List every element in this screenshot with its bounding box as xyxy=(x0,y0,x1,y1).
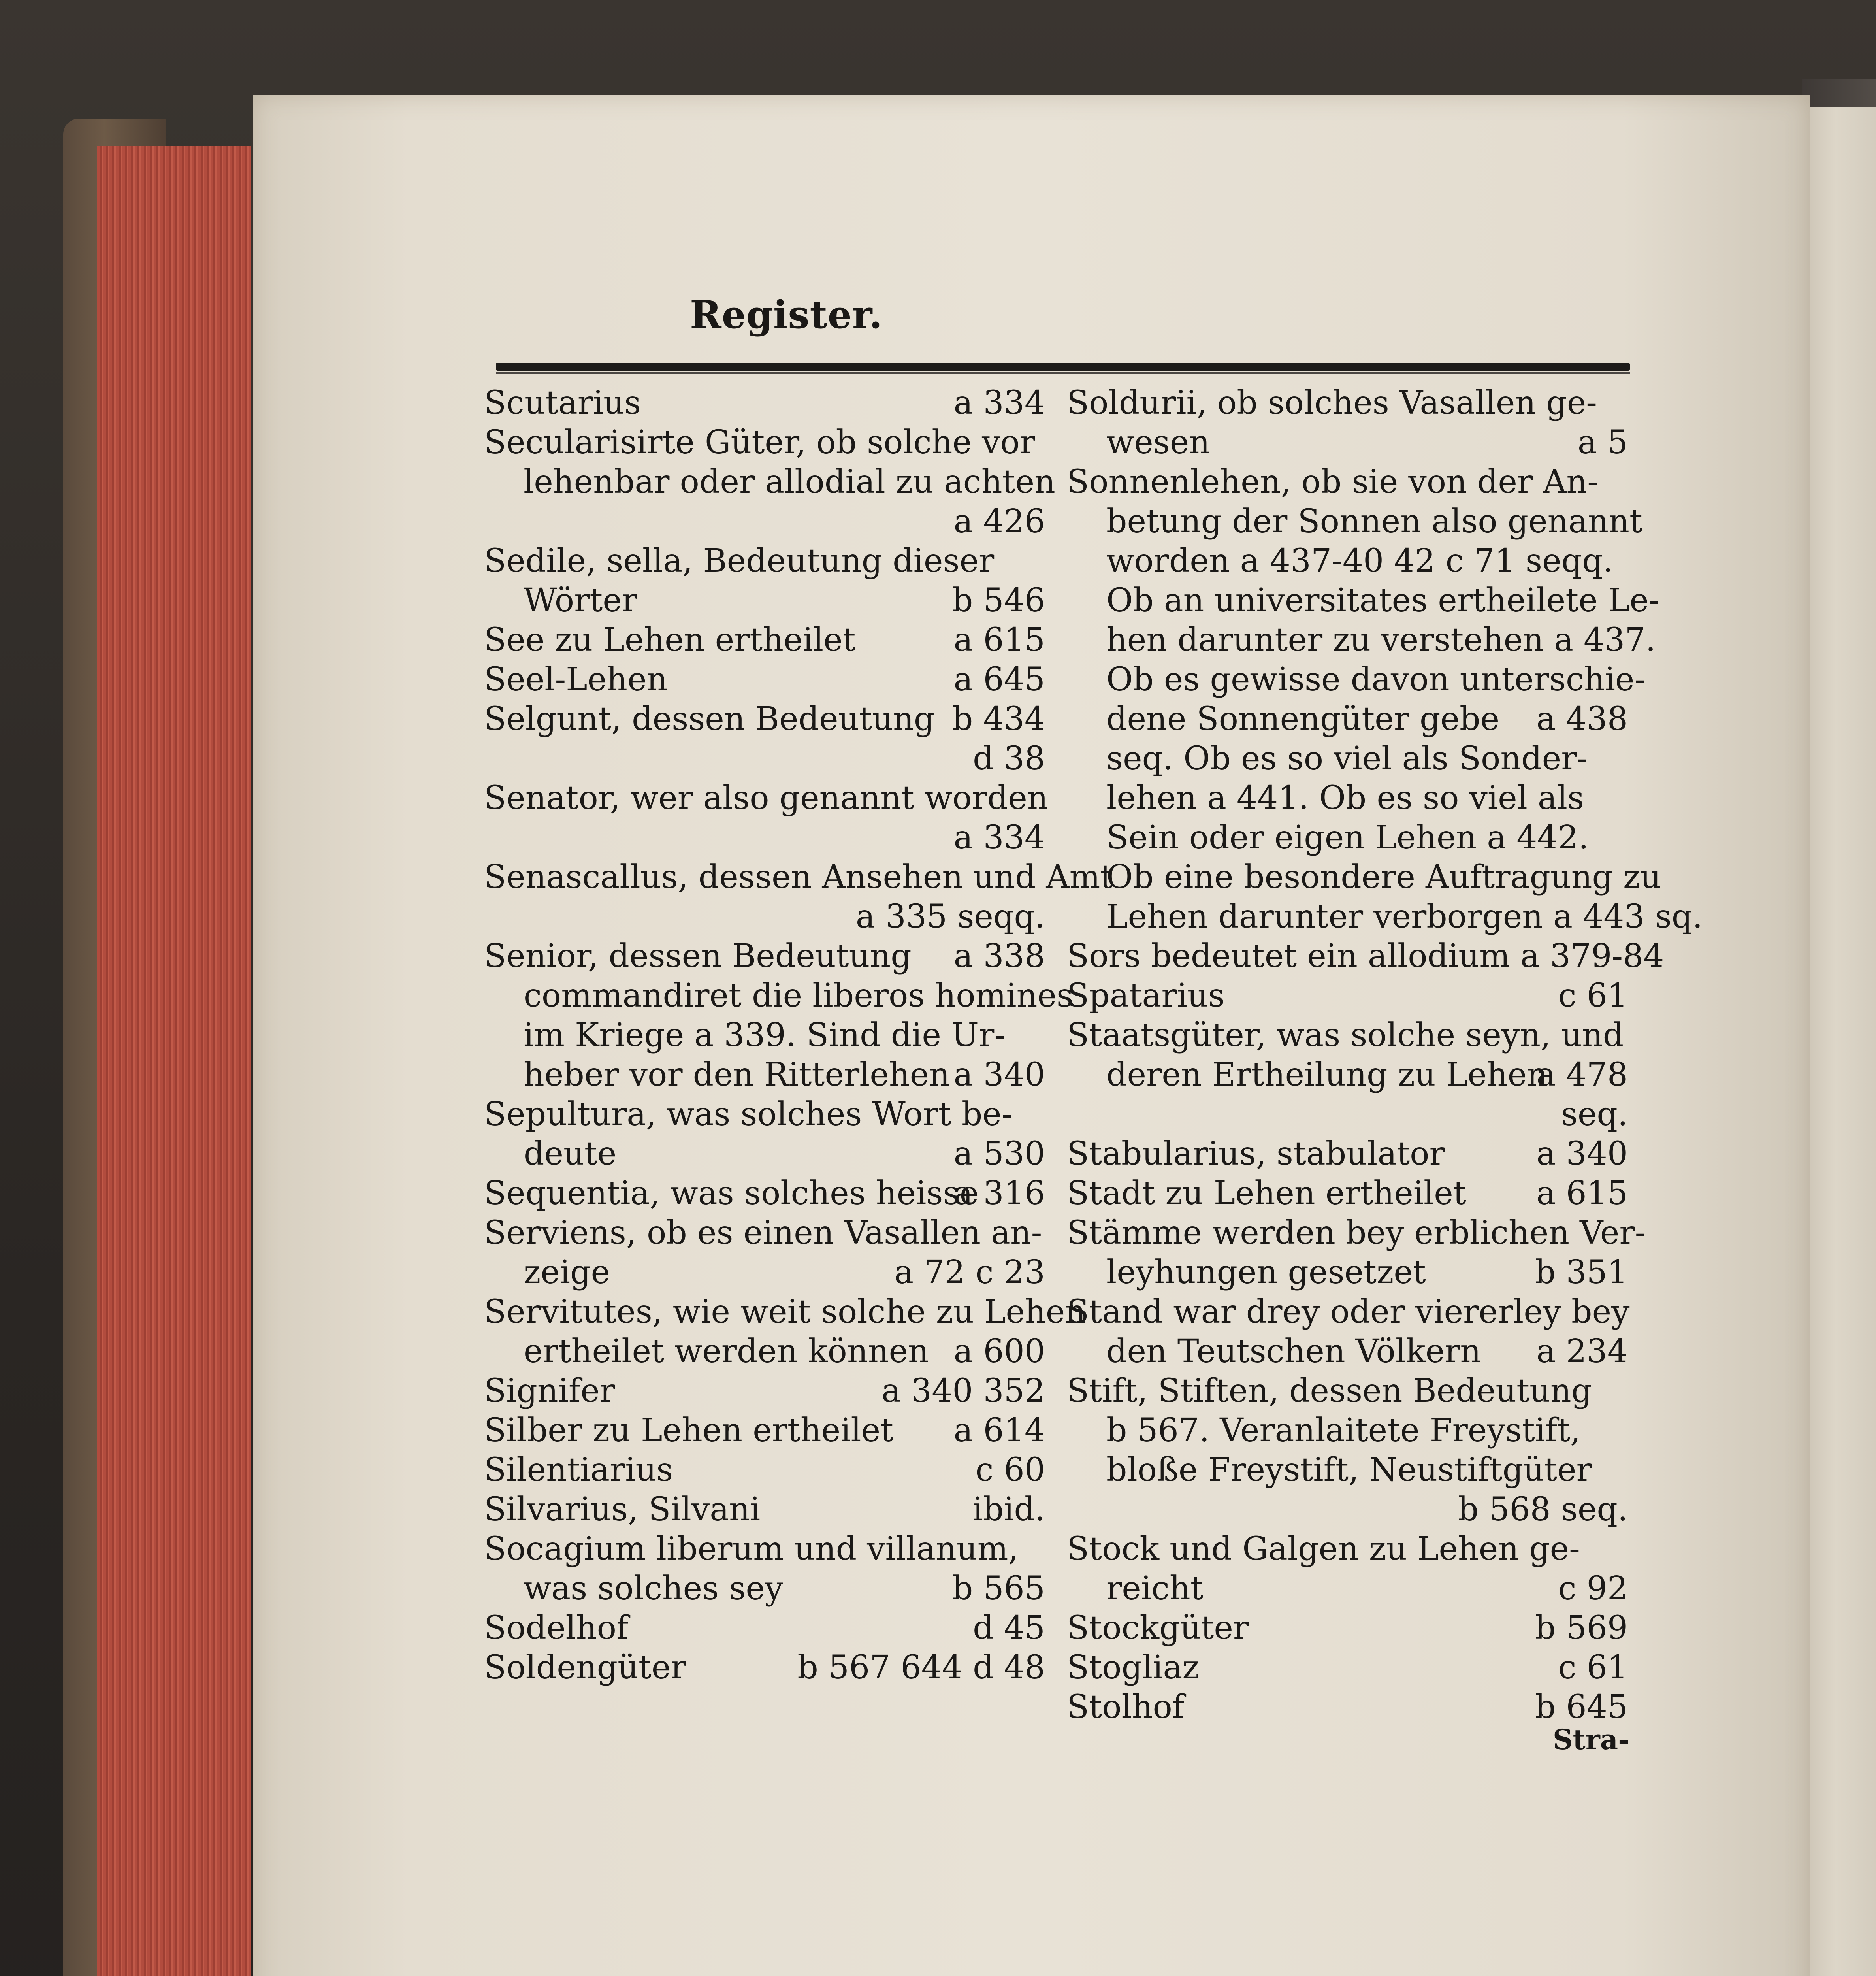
index-entry-line xyxy=(1067,1529,1628,1569)
entry-text: seq. Ob es so viel als Sonder- xyxy=(1106,740,1588,777)
index-entry-line xyxy=(1067,1490,1628,1529)
entry-text: Ob es gewisse davon unterschie- xyxy=(1106,661,1646,698)
index-entry-line xyxy=(1067,897,1703,937)
entry-text: Stogliaz xyxy=(1067,1649,1200,1686)
entry-text: betung der Sonnen also genannt xyxy=(1106,503,1642,540)
entry-text: lehen a 441. Ob es so viel als xyxy=(1106,779,1584,817)
entry-text: Senior, dessen Bedeutung xyxy=(484,937,912,975)
page-edges xyxy=(97,146,251,1976)
index-entry-line xyxy=(484,818,1045,858)
entry-page-ref: b 546 xyxy=(952,582,1045,619)
index-entry-line xyxy=(1067,1648,1628,1688)
entry-text: zeige xyxy=(524,1254,610,1291)
index-entry-line xyxy=(1067,581,1660,620)
index-entry-line xyxy=(1067,1213,1646,1253)
entry-text: den Teutschen Völkern xyxy=(1106,1333,1481,1370)
entry-text: wesen xyxy=(1106,424,1210,461)
entry-page-ref: a 234 xyxy=(1536,1333,1628,1370)
entry-text: leyhungen gesetzet xyxy=(1106,1254,1426,1291)
entry-page-ref: a 615 xyxy=(953,621,1045,659)
index-entry-line xyxy=(1067,423,1628,462)
entry-page-ref: c 61 xyxy=(1558,977,1628,1014)
index-entry-line xyxy=(1067,1411,1628,1450)
entry-page-ref: a 5 xyxy=(1577,424,1628,461)
index-entry-line xyxy=(484,779,1048,818)
entry-page-ref: b 645 xyxy=(1535,1688,1628,1726)
index-entry-line xyxy=(1067,541,1628,581)
index-entry-line xyxy=(1067,1134,1628,1174)
index-entry-line xyxy=(484,937,1045,976)
entry-text: Silber zu Lehen ertheilet xyxy=(484,1412,894,1449)
index-entry-line xyxy=(1067,779,1628,818)
index-entry-line xyxy=(484,1055,1045,1095)
index-entry-line xyxy=(1067,660,1646,700)
entry-text: Soldurii, ob solches Vasallen ge- xyxy=(1067,384,1597,422)
index-entry-line xyxy=(484,620,1045,660)
index-entry-line xyxy=(484,1529,1045,1569)
entry-page-ref: b 568 seq. xyxy=(1458,1491,1628,1528)
index-entry-line xyxy=(1067,1450,1628,1490)
entry-text: Stand war drey oder viererley bey xyxy=(1067,1293,1630,1331)
entry-text: Soldengüter xyxy=(484,1649,686,1686)
index-entry-line xyxy=(484,1174,1045,1213)
index-entry-line xyxy=(1067,1608,1628,1648)
entry-text: Stockgüter xyxy=(1067,1609,1249,1647)
entry-text: Scutarius xyxy=(484,384,641,422)
entry-page-ref: c 92 xyxy=(1558,1570,1628,1607)
index-entry-line xyxy=(484,1332,1045,1371)
catchword: Stra- xyxy=(1553,1723,1630,1756)
entry-text: Seel-Lehen xyxy=(484,661,668,698)
entry-text: Sors bedeutet ein allodium a 379-84 xyxy=(1067,937,1664,975)
page-header: Register. xyxy=(689,292,883,337)
entry-text: Stock und Galgen zu Lehen ge- xyxy=(1067,1530,1580,1568)
index-entry-line xyxy=(484,423,1045,462)
index-entry-line xyxy=(484,1292,1086,1332)
entry-page-ref: a 438 xyxy=(1536,700,1628,738)
entry-text: Servitutes, wie weit solche zu Lehen xyxy=(484,1293,1086,1331)
index-entry-line xyxy=(1067,976,1628,1016)
index-entry-line xyxy=(484,1371,1045,1411)
index-entry-line xyxy=(1067,700,1628,739)
index-entry-line xyxy=(484,660,1045,700)
index-entry-line xyxy=(484,383,1045,423)
index-entry-line xyxy=(484,739,1045,779)
entry-text: ertheilet werden können xyxy=(524,1333,929,1370)
entry-text: Selgunt, dessen Bedeutung xyxy=(484,700,935,738)
index-entry-line xyxy=(484,502,1045,541)
entry-text: Wörter xyxy=(524,582,637,619)
entry-text: Sequentia, was solches heisse xyxy=(484,1175,979,1212)
entry-text: Secularisirte Güter, ob solche vor xyxy=(484,424,1035,461)
entry-text: hen darunter zu verstehen a 437. xyxy=(1106,621,1656,659)
entry-page-ref: a 530 xyxy=(953,1135,1045,1173)
index-entry-line xyxy=(1067,858,1661,897)
index-entry-line xyxy=(1067,383,1628,423)
index-entry-line xyxy=(484,1213,1045,1253)
index-entry-line xyxy=(484,976,1074,1016)
entry-text: Sonnenlehen, ob sie von der An- xyxy=(1067,463,1598,501)
entry-text: Serviens, ob es einen Vasallen an- xyxy=(484,1214,1042,1252)
index-entry-line xyxy=(1067,1371,1628,1411)
index-entry-line xyxy=(484,462,1055,502)
entry-text: lehenbar oder allodial zu achten xyxy=(524,463,1055,501)
index-entry-line xyxy=(1067,818,1628,858)
entry-text: Senascallus, dessen Ansehen und Amt xyxy=(484,858,1113,896)
index-entry-line xyxy=(484,1016,1045,1055)
entry-page-ref: a 335 seqq. xyxy=(855,898,1045,935)
entry-page-ref: b 434 xyxy=(952,700,1045,738)
entry-page-ref: a 340 xyxy=(1536,1135,1628,1173)
entry-page-ref: a 645 xyxy=(953,661,1045,698)
entry-text: Senator, wer also genannt worden xyxy=(484,779,1048,817)
index-entry-line xyxy=(484,1253,1045,1292)
entry-text: deute xyxy=(524,1135,617,1173)
index-entry-line xyxy=(484,897,1045,937)
entry-page-ref: a 600 xyxy=(953,1333,1045,1370)
index-entry-line xyxy=(484,858,1113,897)
entry-text: im Kriege a 339. Sind die Ur- xyxy=(524,1016,1006,1054)
entry-page-ref: a 615 xyxy=(1536,1175,1628,1212)
entry-text: Stämme werden bey erblichen Ver- xyxy=(1067,1214,1646,1252)
index-entry-line xyxy=(1067,1095,1628,1134)
entry-text: reicht xyxy=(1106,1570,1204,1607)
entry-page-ref: a 338 xyxy=(953,937,1045,975)
entry-text: Ob eine besondere Auftragung zu xyxy=(1106,858,1661,896)
entry-text: Sodelhof xyxy=(484,1609,629,1647)
entry-text: heber vor den Ritterlehen xyxy=(524,1056,950,1094)
entry-page-ref: a 614 xyxy=(953,1412,1045,1449)
entry-text: Socagium liberum und villanum, xyxy=(484,1530,1019,1568)
index-entry-line xyxy=(484,1134,1045,1174)
index-entry-line xyxy=(484,1411,1045,1450)
entry-page-ref: b 565 xyxy=(952,1570,1045,1607)
index-entry-line xyxy=(1067,462,1628,502)
entry-page-ref: c 61 xyxy=(1558,1649,1628,1686)
index-entry-line xyxy=(484,541,1045,581)
entry-page-ref: a 334 xyxy=(953,819,1045,856)
entry-page-ref: a 316 xyxy=(953,1175,1045,1212)
entry-page-ref: a 426 xyxy=(953,503,1045,540)
entry-text: deren Ertheilung zu Lehen xyxy=(1106,1056,1548,1094)
entry-page-ref: b 351 xyxy=(1535,1254,1628,1291)
index-entry-line xyxy=(1067,620,1656,660)
entry-text: Sedile, sella, Bedeutung dieser xyxy=(484,542,995,580)
entry-page-ref: d 45 xyxy=(973,1609,1045,1647)
index-entry-line xyxy=(1067,1253,1628,1292)
entry-page-ref: d 38 xyxy=(973,740,1045,777)
entry-text: Silvarius, Silvani xyxy=(484,1491,761,1528)
entry-text: Silentiarius xyxy=(484,1451,673,1489)
entry-text: worden a 437-40 42 c 71 seqq. xyxy=(1106,542,1613,580)
entry-page-ref: b 569 xyxy=(1535,1609,1628,1647)
entry-text: commandiret die liberos homines xyxy=(524,977,1074,1014)
entry-text: Signifer xyxy=(484,1372,616,1410)
entry-text: Spatarius xyxy=(1067,977,1225,1014)
index-entry-line xyxy=(1067,1688,1628,1727)
entry-page-ref: a 340 352 xyxy=(881,1372,1045,1410)
index-entry-line xyxy=(484,1648,1045,1688)
index-entry-line xyxy=(1067,1174,1628,1213)
entry-text: Sein oder eigen Lehen a 442. xyxy=(1106,819,1589,856)
index-entry-line xyxy=(484,1608,1045,1648)
entry-page-ref: a 340 xyxy=(953,1056,1045,1094)
entry-text: Lehen darunter verborgen a 443 sq. xyxy=(1106,898,1703,935)
index-entry-line xyxy=(1067,502,1642,541)
entry-page-ref: b 567 644 d 48 xyxy=(797,1649,1045,1686)
index-entry-line xyxy=(1067,1569,1628,1608)
index-entry-line xyxy=(1067,739,1628,779)
entry-page-ref: a 334 xyxy=(953,384,1045,422)
index-entry-line xyxy=(1067,1055,1628,1095)
index-entry-line xyxy=(484,581,1045,620)
index-entry-line xyxy=(484,700,1045,739)
entry-page-ref: a 478 xyxy=(1536,1056,1628,1094)
entry-text: dene Sonnengüter gebe xyxy=(1106,700,1500,738)
index-entry-line xyxy=(484,1490,1045,1529)
entry-text: bloße Freystift, Neustiftgüter xyxy=(1106,1451,1592,1489)
entry-text: Stabularius, stabulator xyxy=(1067,1135,1445,1173)
index-entry-line xyxy=(484,1569,1045,1608)
index-entry-line xyxy=(484,1095,1045,1134)
entry-text: Sepultura, was solches Wort be- xyxy=(484,1095,1013,1133)
entry-text: was solches sey xyxy=(524,1570,784,1607)
entry-text: Stift, Stiften, dessen Bedeutung xyxy=(1067,1372,1592,1410)
index-entry-line xyxy=(484,1450,1045,1490)
entry-page-ref: seq. xyxy=(1561,1095,1628,1133)
entry-page-ref: a 72 c 23 xyxy=(894,1254,1045,1291)
entry-page-ref: c 60 xyxy=(975,1451,1045,1489)
entry-text: See zu Lehen ertheilet xyxy=(484,621,856,659)
index-entry-line xyxy=(1067,937,1664,976)
index-entry-line xyxy=(1067,1292,1628,1332)
entry-text: Ob an universitates ertheilete Le- xyxy=(1106,582,1660,619)
facing-page-edge xyxy=(1802,107,1876,1976)
entry-page-ref: ibid. xyxy=(972,1491,1045,1528)
header-rule xyxy=(496,363,1630,371)
entry-text: Stadt zu Lehen ertheilet xyxy=(1067,1175,1466,1212)
entry-text: b 567. Veranlaitete Freystift, xyxy=(1106,1412,1581,1449)
index-entry-line xyxy=(1067,1016,1628,1055)
index-entry-line xyxy=(1067,1332,1628,1371)
entry-text: Stolhof xyxy=(1067,1688,1185,1726)
entry-text: Staatsgüter, was solche seyn, und xyxy=(1067,1016,1624,1054)
